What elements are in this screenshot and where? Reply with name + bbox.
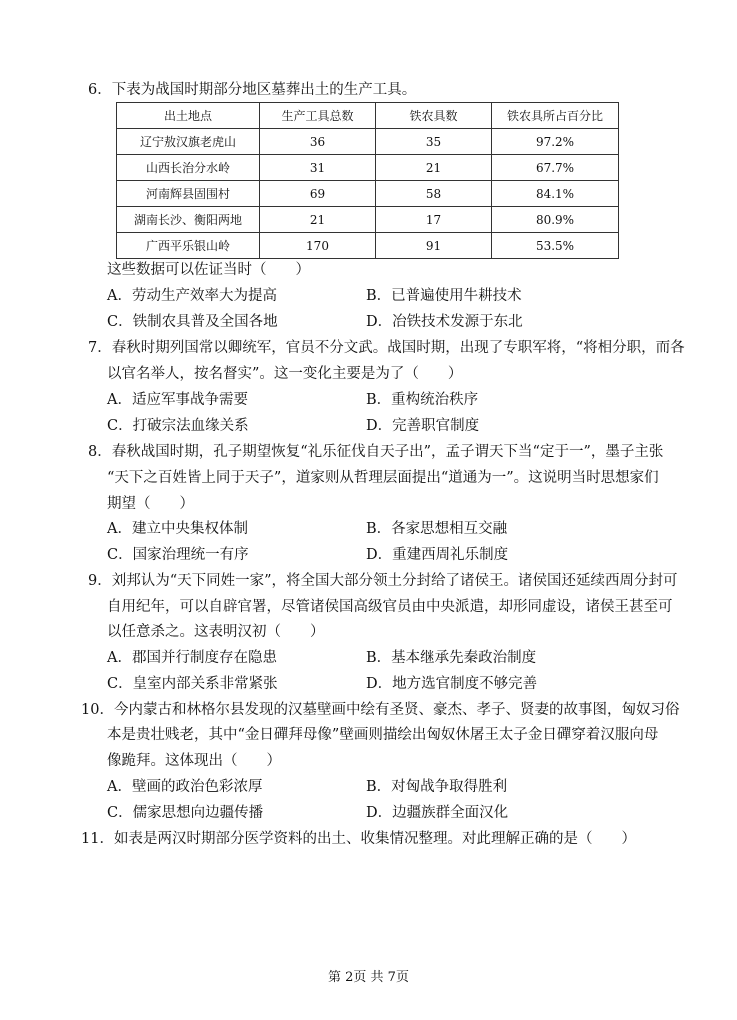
table-cell: 36 [260, 129, 376, 155]
q7-stem-line-2: 以官名举人，按名督实”。这一变化主要是为了（ ） [107, 366, 463, 382]
table-header-cell: 生产工具总数 [260, 103, 376, 129]
table-cell: 21 [376, 155, 492, 181]
q10-option-b: B．对匈战争取得胜利 [366, 779, 508, 795]
table-cell: 17 [376, 207, 492, 233]
q10-stem-line-2: 本是贵壮贱老，其中“金日磾拜母像”壁画则描绘出匈奴休屠王太子金日磾穿着汉服向母 [107, 727, 659, 743]
q9-option-a: A．郡国并行制度存在隐患 [107, 650, 277, 666]
q10-option-c: C．儒家思想向边疆传播 [107, 805, 264, 821]
table-cell: 80.9% [492, 207, 619, 233]
table-cell: 84.1% [492, 181, 619, 207]
q9-stem-line-1: 9．刘邦认为“天下同姓一家”，将全国大部分领土分封给了诸侯王。诸侯国还延续西周分封可 [88, 573, 678, 589]
q8-option-b: B．各家思想相互交融 [366, 521, 508, 537]
q7-option-b: B．重构统治秩序 [366, 392, 479, 408]
q10-stem-line-3: 像跪拜。这体现出（ ） [107, 753, 281, 769]
q6-option-d: D．冶铁技术发源于东北 [366, 314, 523, 330]
q8-stem-line-1: 8．春秋战国时期，孔子期望恢复“礼乐征伐自天子出”，孟子谓天下当“定于一”，墨子主张 [88, 444, 664, 460]
table-row [117, 155, 619, 181]
q6-option-c: C．铁制农具普及全国各地 [107, 314, 278, 330]
q9-option-d: D．地方选官制度不够完善 [366, 676, 538, 692]
table-cell: 69 [260, 181, 376, 207]
q6-option-a: A．劳动生产效率大为提高 [107, 288, 277, 304]
q6-stem: 6．下表为战国时期部分地区墓葬出土的生产工具。 [88, 82, 417, 98]
q8-option-a: A．建立中央集权体制 [107, 521, 248, 537]
q8-stem-line-3: 期望（ ） [107, 496, 194, 512]
page-number: 第 2页 共 7页 [328, 970, 409, 985]
table-row [117, 207, 619, 233]
q9-stem-line-3: 以任意杀之。这表明汉初（ ） [107, 624, 325, 640]
table-cell: 湖南长沙、衡阳两地 [117, 207, 260, 233]
table-cell: 辽宁敖汉旗老虎山 [117, 129, 260, 155]
table-cell: 31 [260, 155, 376, 181]
table-row [117, 181, 619, 207]
q9-option-c: C．皇室内部关系非常紧张 [107, 676, 278, 692]
table-cell: 91 [376, 233, 492, 259]
q9-stem-line-2: 自用纪年，可以自辟官署，尽管诸侯国高级官员由中央派遣，却形同虚设，诸侯王甚至可 [107, 599, 673, 615]
q11-stem-line-1: 11．如表是两汉时期部分医学资料的出土、收集情况整理。对此理解正确的是（ ） [81, 831, 636, 847]
q7-option-c: C．打破宗法血缘关系 [107, 418, 249, 434]
q7-option-a: A．适应军事战争需要 [107, 392, 248, 408]
q7-option-d: D．完善职官制度 [366, 418, 480, 434]
q8-option-d: D．重建西周礼乐制度 [366, 547, 509, 563]
table-row [117, 129, 619, 155]
table-cell: 67.7% [492, 155, 619, 181]
q10-stem-line-1: 10．今内蒙古和林格尔县发现的汉墓壁画中绘有圣贤、豪杰、孝子、贤妻的故事图，匈奴习俗 [81, 702, 680, 718]
table-cell: 21 [260, 207, 376, 233]
q6-question: 这些数据可以佐证当时（ ） [107, 262, 310, 278]
q6-table [116, 102, 619, 259]
q7-stem-line-1: 7．春秋时期列国常以卿统军，官员不分文武。战国时期，出现了专职军将，“将相分职，而各 [88, 340, 685, 356]
table-header-cell: 铁农具数 [376, 103, 492, 129]
table-header-row [117, 103, 619, 129]
q10-option-d: D．边疆族群全面汉化 [366, 805, 509, 821]
table-cell: 山西长治分水岭 [117, 155, 260, 181]
table-cell: 58 [376, 181, 492, 207]
table-cell: 53.5% [492, 233, 619, 259]
q9-option-b: B．基本继承先秦政治制度 [366, 650, 537, 666]
q8-stem-line-2: “天下之百姓皆上同于天子”，道家则从哲理层面提出“道通为一”。这说明当时思想家们 [107, 470, 659, 486]
table-cell: 广西平乐银山岭 [117, 233, 260, 259]
table-cell: 河南辉县固围村 [117, 181, 260, 207]
table-header-cell: 铁农具所占百分比 [492, 103, 619, 129]
q10-option-a: A．壁画的政治色彩浓厚 [107, 779, 263, 795]
table-cell: 170 [260, 233, 376, 259]
table-cell: 35 [376, 129, 492, 155]
table-row [117, 233, 619, 259]
q6-option-b: B．已普遍使用牛耕技术 [366, 288, 522, 304]
table-cell: 97.2% [492, 129, 619, 155]
table-header-cell: 出土地点 [117, 103, 260, 129]
q8-option-c: C．国家治理统一有序 [107, 547, 249, 563]
